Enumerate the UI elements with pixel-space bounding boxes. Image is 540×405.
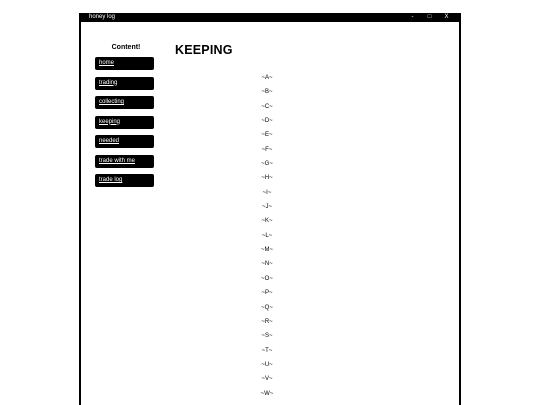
letter-heading: ~D~ (261, 118, 273, 125)
app-window (79, 13, 461, 405)
letter-index (226, 71, 308, 401)
letter-heading: ~Q~ (261, 304, 273, 311)
nav-trading-button[interactable]: trading (95, 77, 154, 90)
sidebar (95, 44, 155, 194)
letter-heading: ~K~ (261, 218, 273, 225)
window-controls (404, 13, 455, 22)
letter-heading: ~V~ (261, 376, 273, 383)
nav-needed-button[interactable]: needed (95, 135, 154, 148)
letter-heading: ~W~ (260, 390, 274, 397)
nav-trade-with-me-button[interactable]: trade with me (95, 155, 154, 168)
maximize-button[interactable]: □ (427, 14, 432, 20)
minimize-button[interactable]: - (411, 14, 414, 20)
letter-heading: ~H~ (261, 175, 273, 182)
letter-heading: ~C~ (261, 103, 273, 110)
sidebar-heading: Content! (111, 44, 141, 51)
letter-heading: ~G~ (261, 161, 273, 168)
nav-home-button[interactable]: home (95, 57, 154, 70)
letter-heading: ~F~ (261, 146, 273, 153)
letter-heading: ~U~ (261, 361, 273, 368)
nav-keeping-button[interactable]: keeping (95, 116, 154, 129)
letter-heading: ~A~ (261, 75, 273, 81)
letter-heading: ~S~ (261, 333, 273, 340)
nav-trade-log-button[interactable]: trade log (95, 174, 154, 187)
letter-heading: ~E~ (261, 132, 273, 139)
window-title: honey log (89, 14, 116, 20)
title-bar[interactable] (81, 13, 459, 22)
letter-heading: ~I~ (262, 189, 272, 196)
letter-heading: ~J~ (261, 204, 272, 211)
page-title: KEEPING (175, 43, 233, 57)
letter-heading: ~M~ (260, 247, 273, 254)
letter-heading: ~O~ (261, 275, 273, 282)
letter-heading: ~T~ (261, 347, 273, 354)
letter-heading: ~R~ (261, 318, 273, 325)
letter-heading: ~P~ (261, 290, 273, 297)
letter-heading: ~B~ (261, 89, 273, 96)
letter-heading: ~L~ (261, 232, 273, 239)
close-button[interactable]: X (444, 14, 449, 20)
letter-heading: ~N~ (261, 261, 273, 268)
nav-collecting-button[interactable]: collecting (95, 96, 154, 109)
